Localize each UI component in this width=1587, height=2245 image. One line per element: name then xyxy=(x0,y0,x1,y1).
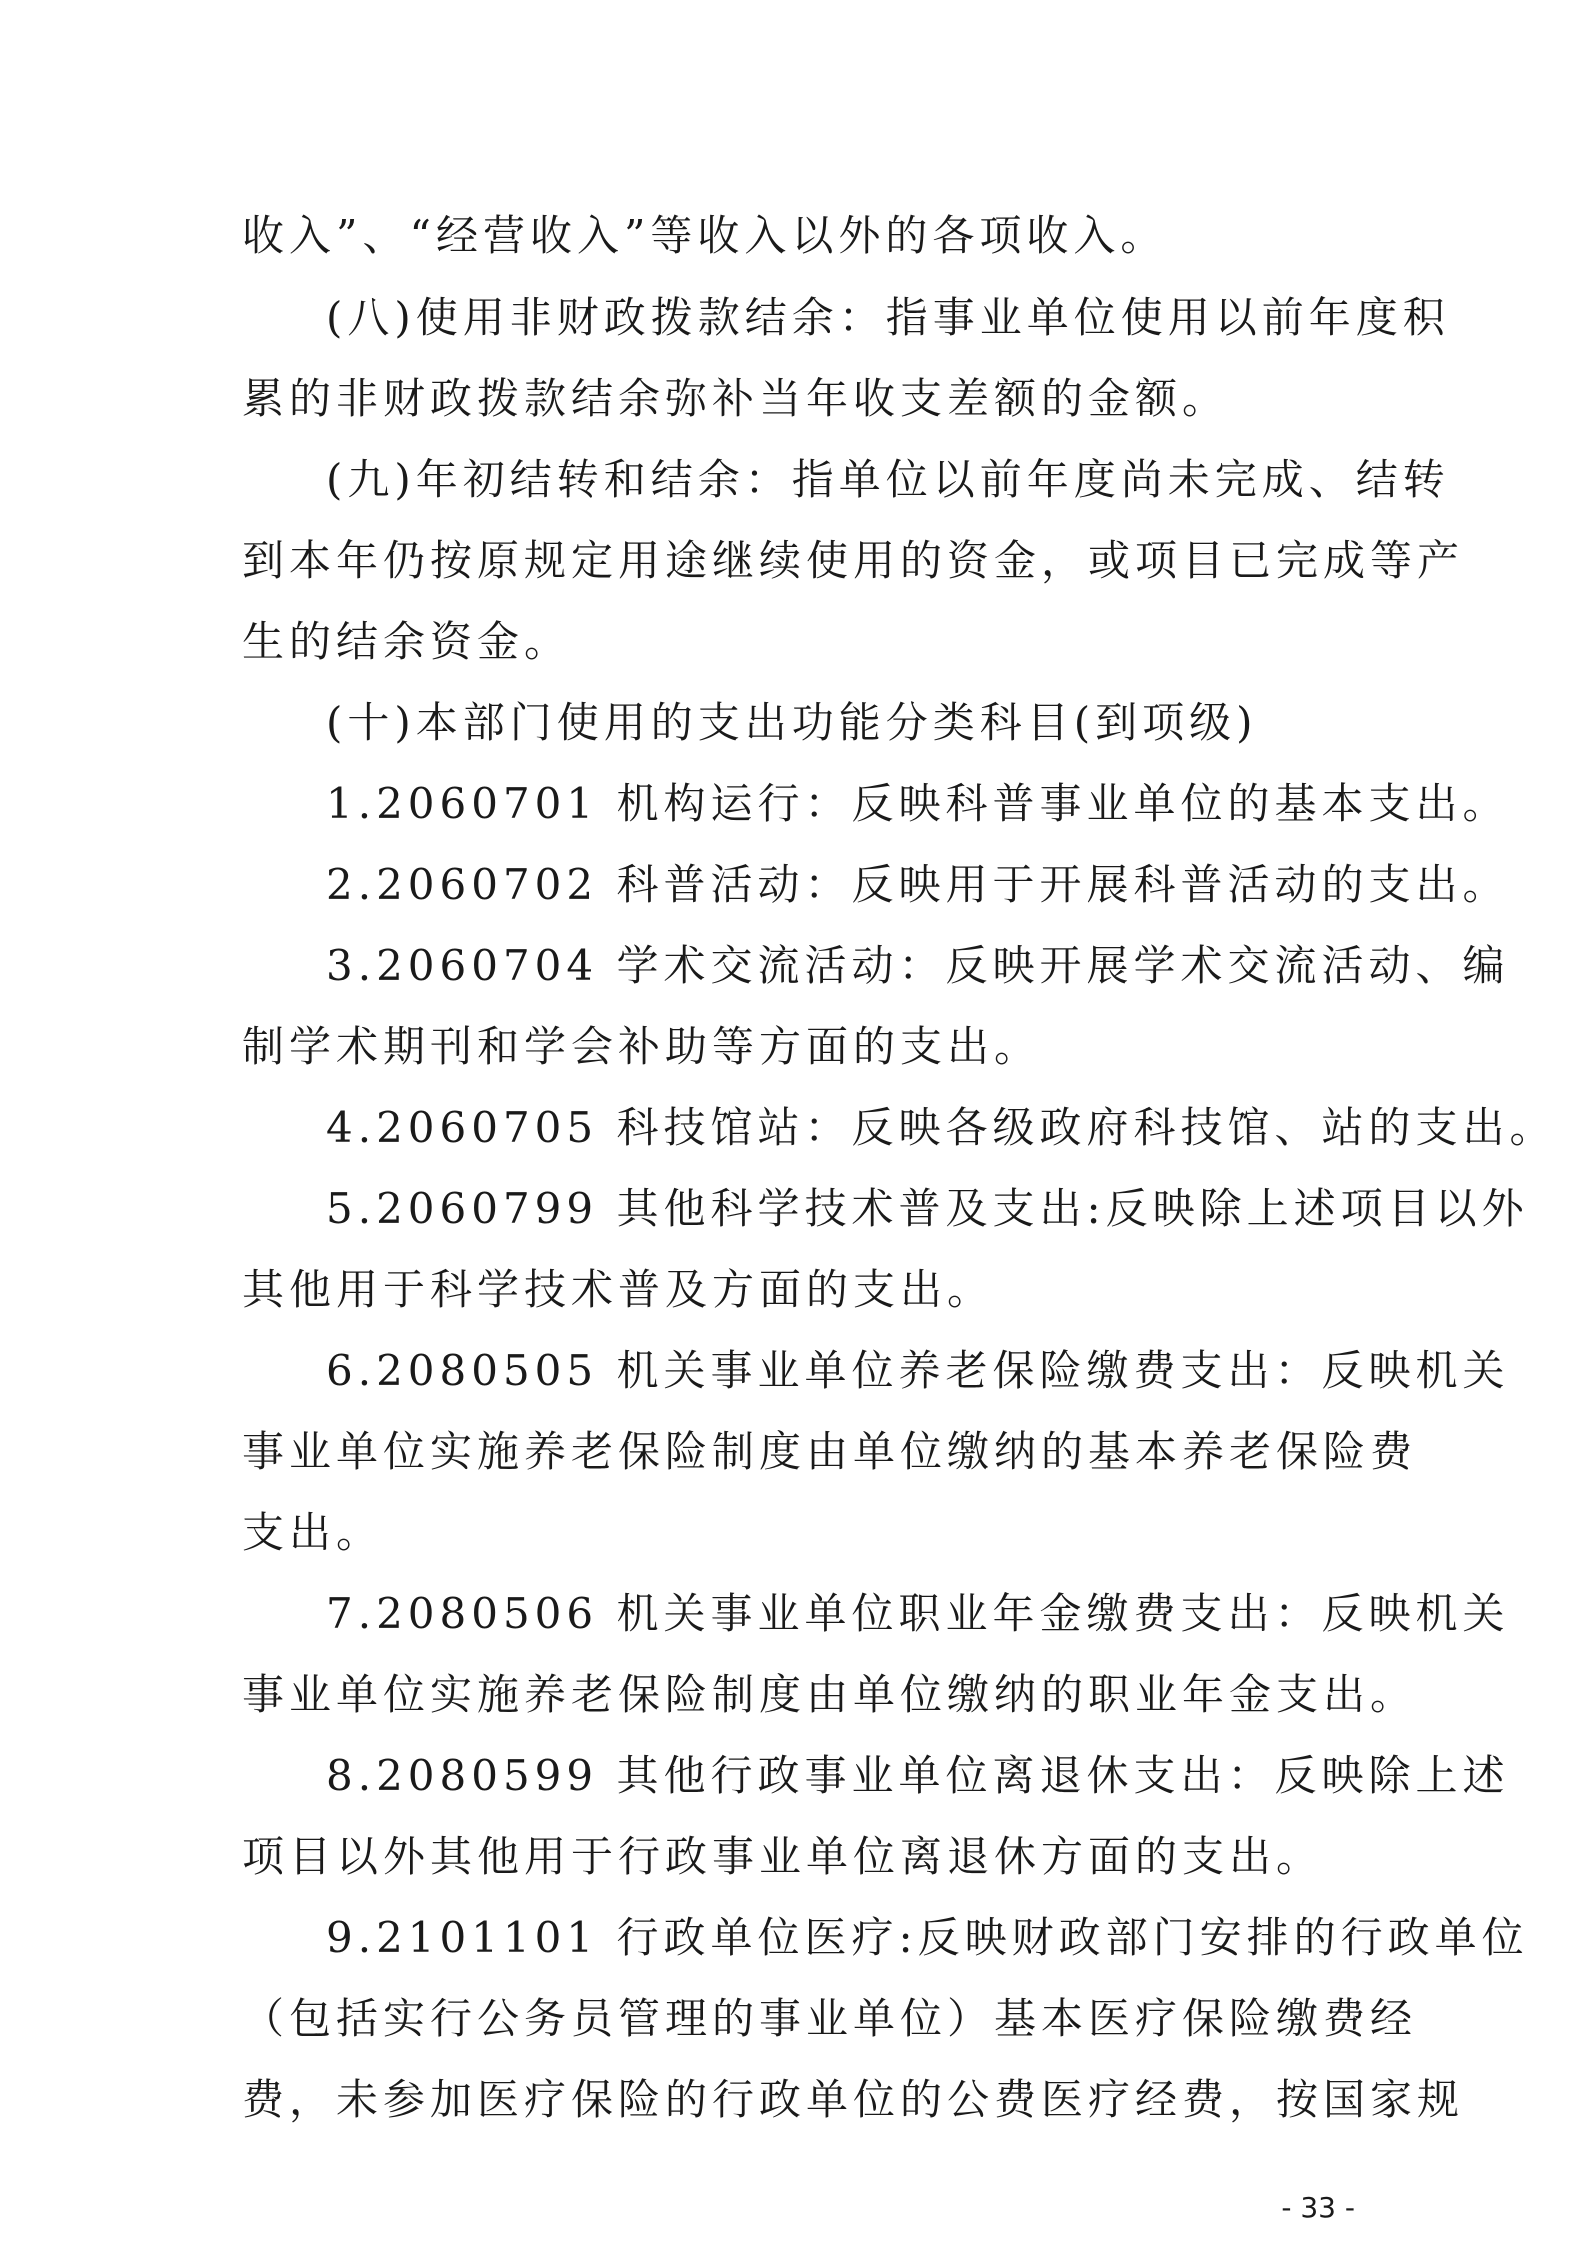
text-line-17: 支出。 xyxy=(242,1508,384,1557)
text-line-2: (八)使用非财政拨款结余：指事业单位使用以前年度积 xyxy=(326,293,1450,342)
text-line-21: 项目以外其他用于行政事业单位离退休方面的支出。 xyxy=(242,1832,1324,1881)
text-line-14: 其他用于科学技术普及方面的支出。 xyxy=(242,1265,995,1314)
text-line-13: 5.2060799 其他科学技术普及支出:反映除上述项目以外 xyxy=(326,1184,1529,1233)
text-line-16: 事业单位实施养老保险制度由单位缴纳的基本养老保险费 xyxy=(242,1427,1418,1476)
text-line-24: 费，未参加医疗保险的行政单位的公费医疗经费，按国家规 xyxy=(242,2075,1465,2124)
text-line-8: 1.2060701 机构运行：反映科普事业单位的基本支出。 xyxy=(326,779,1510,828)
page-number: - 33 - xyxy=(1281,2191,1355,2224)
text-line-12: 4.2060705 科技馆站：反映各级政府科技馆、站的支出。 xyxy=(326,1103,1557,1152)
text-line-4: (九)年初结转和结余：指单位以前年度尚未完成、结转 xyxy=(326,455,1450,504)
text-line-7: (十)本部门使用的支出功能分类科目(到项级) xyxy=(326,698,1258,747)
text-line-20: 8.2080599 其他行政事业单位离退休支出：反映除上述 xyxy=(326,1751,1510,1800)
text-line-19: 事业单位实施养老保险制度由单位缴纳的职业年金支出。 xyxy=(242,1670,1418,1719)
text-line-11: 制学术期刊和学会补助等方面的支出。 xyxy=(242,1022,1042,1071)
text-line-18: 7.2080506 机关事业单位职业年金缴费支出：反映机关 xyxy=(326,1589,1510,1638)
text-line-23: （包括实行公务员管理的事业单位）基本医疗保险缴费经 xyxy=(242,1994,1418,2043)
text-line-10: 3.2060704 学术交流活动：反映开展学术交流活动、编 xyxy=(326,941,1510,990)
text-line-6: 生的结余资金。 xyxy=(242,617,572,666)
text-line-15: 6.2080505 机关事业单位养老保险缴费支出：反映机关 xyxy=(326,1346,1510,1395)
text-line-22: 9.2101101 行政单位医疗:反映财政部门安排的行政单位 xyxy=(326,1913,1529,1962)
text-line-5: 到本年仍按原规定用途继续使用的资金，或项目已完成等产 xyxy=(242,536,1465,585)
text-line-1: 收入”、“经营收入”等收入以外的各项收入。 xyxy=(242,211,1168,260)
text-line-9: 2.2060702 科普活动：反映用于开展科普活动的支出。 xyxy=(326,860,1510,909)
text-line-3: 累的非财政拨款结余弥补当年收支差额的金额。 xyxy=(242,374,1230,423)
